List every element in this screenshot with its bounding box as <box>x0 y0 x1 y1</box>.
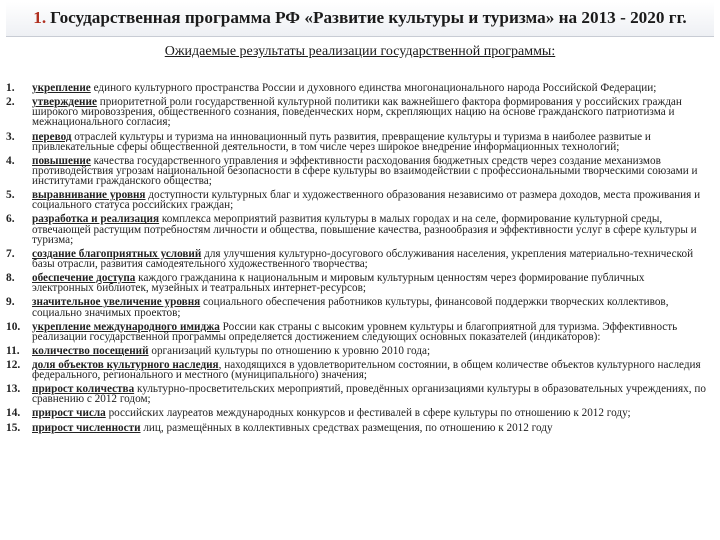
item-keyword: утверждение <box>32 96 97 109</box>
item-keyword: прирост числа <box>32 407 106 420</box>
list-item <box>6 273 706 293</box>
item-keyword: количество посещений <box>32 344 149 357</box>
item-text: России как страны с высоким уровнем культуры и благоприятной для туризма. Эффективность реализации государственной программы определяется достижением следующих основных показателей (индикаторов): <box>32 320 678 343</box>
list-item <box>6 408 706 418</box>
results-list <box>6 83 706 437</box>
item-text: приоритетной роли государственной культурной политики как важнейшего фактора формирования у российских граждан широкого мировоззрения, общественного сознания, поведенческих норм, скрепляющих нацию на основе гражданского патриотизма и межнационального согласия; <box>32 96 682 129</box>
page-title <box>33 2 686 34</box>
item-text: культурно-просветительских мероприятий, проведённых организациями культуры в образовательных учреждениях, по сравнению с 2012 годом; <box>32 383 706 406</box>
title-text: Государственная программа РФ «Развитие культуры и туризма» на 2013 - 2020 гг. <box>50 8 687 27</box>
item-number: 7. <box>6 247 15 260</box>
item-keyword: перевод <box>32 130 72 143</box>
item-keyword: разработка и реализация <box>32 213 160 226</box>
item-number: 15. <box>6 421 21 434</box>
item-keyword: повышение <box>32 154 91 167</box>
item-number: 9. <box>6 296 15 309</box>
item-number: 11. <box>6 344 20 357</box>
item-text: комплекса мероприятий развития культуры в малых городах и на селе, формирование культурной среды, отвечающей растущим потребностям личности и общества, повышение качества, разнообразия и эффективности услуг в сфере культуры и туризма; <box>32 213 697 246</box>
item-text: для улучшения культурно-досугового обслуживания населения, укрепления материально-технической базы отрасли, развития самодеятельного художественного творчества; <box>32 247 694 271</box>
title-number: 1. <box>33 8 47 27</box>
list-item <box>6 384 706 404</box>
item-keyword: выравнивание уровня <box>32 189 146 202</box>
item-keyword: прирост численности <box>32 421 141 434</box>
item-text: доступности культурных благ и художественного образования независимо от размера доходов, места проживания и социального статуса российских граждан; <box>32 189 701 212</box>
item-number: 8. <box>6 272 15 285</box>
item-keyword: укрепление <box>32 82 91 94</box>
item-number: 3. <box>6 130 15 143</box>
title-bar <box>6 2 714 37</box>
list-item <box>6 346 706 356</box>
list-item <box>6 249 706 269</box>
item-number: 4. <box>6 154 15 167</box>
item-number: 6. <box>6 213 15 226</box>
item-text: социального обеспечения работников культуры, финансовой поддержки творческих коллективов, социально значимых проектов; <box>32 296 669 319</box>
item-text: единого культурного пространства России и духовного единства многонационального народа Российской Федерации; <box>90 82 657 94</box>
section-subtitle: Ожидаемые результаты реализации государственной программы: <box>164 44 556 59</box>
item-keyword: обеспечение доступа <box>32 272 136 285</box>
item-keyword: доля объектов культурного наследия <box>32 358 219 371</box>
list-item <box>6 322 706 342</box>
item-number: 13. <box>6 383 21 396</box>
item-number: 2. <box>6 96 15 109</box>
list-item <box>6 83 706 93</box>
item-number: 12. <box>6 358 21 371</box>
item-text: российских лауреатов международных конкурсов и фестивалей в сфере культуры по отношению к 2012 году; <box>105 407 631 420</box>
list-item <box>6 214 706 245</box>
item-text: лиц, размещённых в коллективных средствах размещения, по отношению к 2012 году <box>140 421 553 434</box>
list-item <box>6 423 706 433</box>
item-text: качества государственного управления и эффективности расходования бюджетных средств через создание механизмов противодействия угрозам национальной безопасности в сфере культуры во взаимодействии с профессиональными творческими союзами и институтами гражданского общества; <box>32 154 698 188</box>
list-item <box>6 190 706 210</box>
item-text: , находящихся в удовлетворительном состоянии, в общем количестве объектов культурного наследия федерального, регионального и местного (муниципального) значения; <box>32 358 701 382</box>
item-number: 10. <box>6 320 21 333</box>
list-item <box>6 156 706 187</box>
item-keyword: прирост количества <box>32 383 135 396</box>
item-number: 1. <box>6 82 15 94</box>
list-item <box>6 360 706 380</box>
item-text: каждого гражданина к национальным и мировым культурным ценностям через формирование публичных электронных библиотек, музейных и театральных интернет-ресурсов; <box>32 272 645 295</box>
item-text: отраслей культуры и туризма на инновационный путь развития, превращение культуры и туризма в наиболее развитые и привлекательные сферы общественной деятельности, в том числе через широкое внедрение информационных технологий; <box>32 130 651 153</box>
item-text: организаций культуры по отношению к уровню 2010 года; <box>148 344 431 357</box>
list-item <box>6 97 706 128</box>
item-keyword: значительное увеличение уровня <box>32 296 201 309</box>
item-keyword: создание благоприятных условий <box>32 247 202 260</box>
item-keyword: укрепление международного имиджа <box>32 320 220 333</box>
item-number: 14. <box>6 407 21 420</box>
list-item <box>6 132 706 152</box>
item-number: 5. <box>6 189 15 202</box>
list-item <box>6 297 706 317</box>
